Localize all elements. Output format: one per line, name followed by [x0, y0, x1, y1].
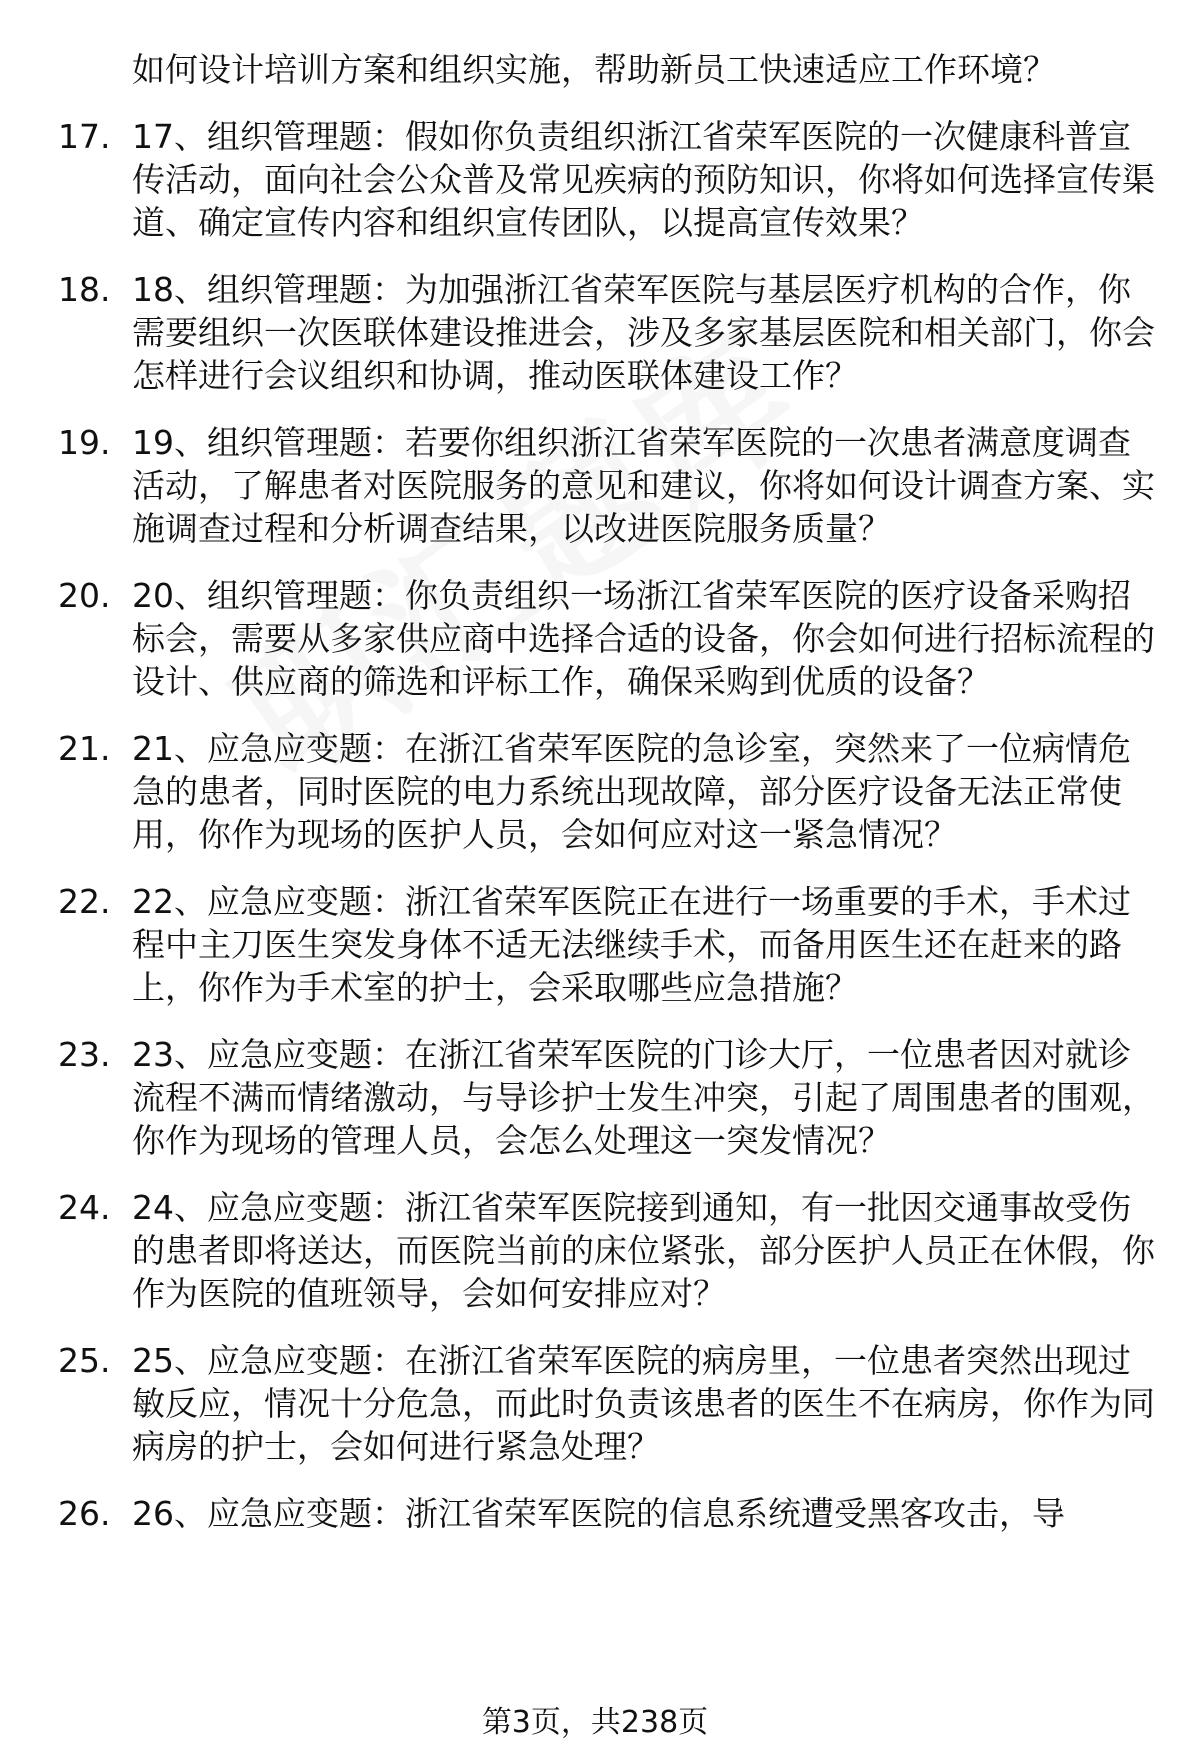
item-text: 22、应急应变题：浙江省荣军医院正在进行一场重要的手术，手术过程中主刀医生突发身体不适无法继续手术，而备用医生还在赶来的路上，你作为手术室的护士，会采取哪些应急措施？	[132, 882, 1131, 1007]
item-number: 22.	[58, 882, 111, 921]
continued-text: 如何设计培训方案和组织实施，帮助新员工快速适应工作环境？	[132, 50, 1056, 89]
item-number: 19.	[58, 423, 111, 462]
list-item	[0, 268, 1190, 397]
item-text: 23、应急应变题：在浙江省荣军医院的门诊大厅，一位患者因对就诊流程不满而情绪激动，与导诊护士发生冲突，引起了周围患者的围观，你作为现场的管理人员，会怎么处理这一突发情况？	[132, 1035, 1155, 1160]
question-list	[0, 48, 1190, 1559]
item-number: 25.	[58, 1341, 111, 1380]
item-text: 25、应急应变题：在浙江省荣军医院的病房里，一位患者突然出现过敏反应，情况十分危急，而此时负责该患者的医生不在病房，你作为同病房的护士，会如何进行紧急处理？	[132, 1341, 1155, 1466]
item-text: 20、组织管理题：你负责组织一场浙江省荣军医院的医疗设备采购招标会，需要从多家供应商中选择合适的设备，你会如何进行招标流程的设计、供应商的筛选和评标工作，确保采购到优质的设备？	[132, 576, 1155, 701]
list-item	[0, 421, 1190, 550]
item-number: 24.	[58, 1188, 111, 1227]
list-item	[0, 1186, 1190, 1315]
page-footer: 第3页，共238页	[481, 1705, 709, 1740]
item-text: 26、应急应变题：浙江省荣军医院的信息系统遭受黑客攻击，导	[132, 1494, 1065, 1533]
item-number: 18.	[58, 270, 111, 309]
item-number: 20.	[58, 576, 111, 615]
item-number: 23.	[58, 1035, 111, 1074]
item-number: 21.	[58, 729, 111, 768]
item-text: 17、组织管理题：假如你负责组织浙江省荣军医院的一次健康科普宣传活动，面向社会公众普及常见疾病的预防知识，你将如何选择宣传渠道、确定宣传内容和组织宣传团队，以提高宣传效果？	[132, 117, 1155, 242]
list-item	[0, 115, 1190, 244]
list-item	[0, 1492, 1190, 1535]
list-item	[0, 574, 1190, 703]
item-text: 24、应急应变题：浙江省荣军医院接到通知，有一批因交通事故受伤的患者即将送达，而医院当前的床位紧张，部分医护人员正在休假，你作为医院的值班领导，会如何安排应对？	[132, 1188, 1155, 1313]
list-item	[0, 1033, 1190, 1162]
list-item	[0, 1339, 1190, 1468]
item-text: 19、组织管理题：若要你组织浙江省荣军医院的一次患者满意度调查活动，了解患者对医院服务的意见和建议，你将如何设计调查方案、实施调查过程和分析调查结果，以改进医院服务质量？	[132, 423, 1155, 548]
item-number: 26.	[58, 1494, 111, 1533]
list-item	[0, 880, 1190, 1009]
list-item	[0, 727, 1190, 856]
item-text: 21、应急应变题：在浙江省荣军医院的急诊室，突然来了一位病情危急的患者，同时医院的电力系统出现故障，部分医疗设备无法正常使用，你作为现场的医护人员，会如何应对这一紧急情况？	[132, 729, 1131, 854]
item-text: 18、组织管理题：为加强浙江省荣军医院与基层医疗机构的合作，你需要组织一次医联体建设推进会，涉及多家基层医院和相关部门，你会怎样进行会议组织和协调，推动医联体建设工作？	[132, 270, 1155, 395]
item-number: 17.	[58, 117, 111, 156]
